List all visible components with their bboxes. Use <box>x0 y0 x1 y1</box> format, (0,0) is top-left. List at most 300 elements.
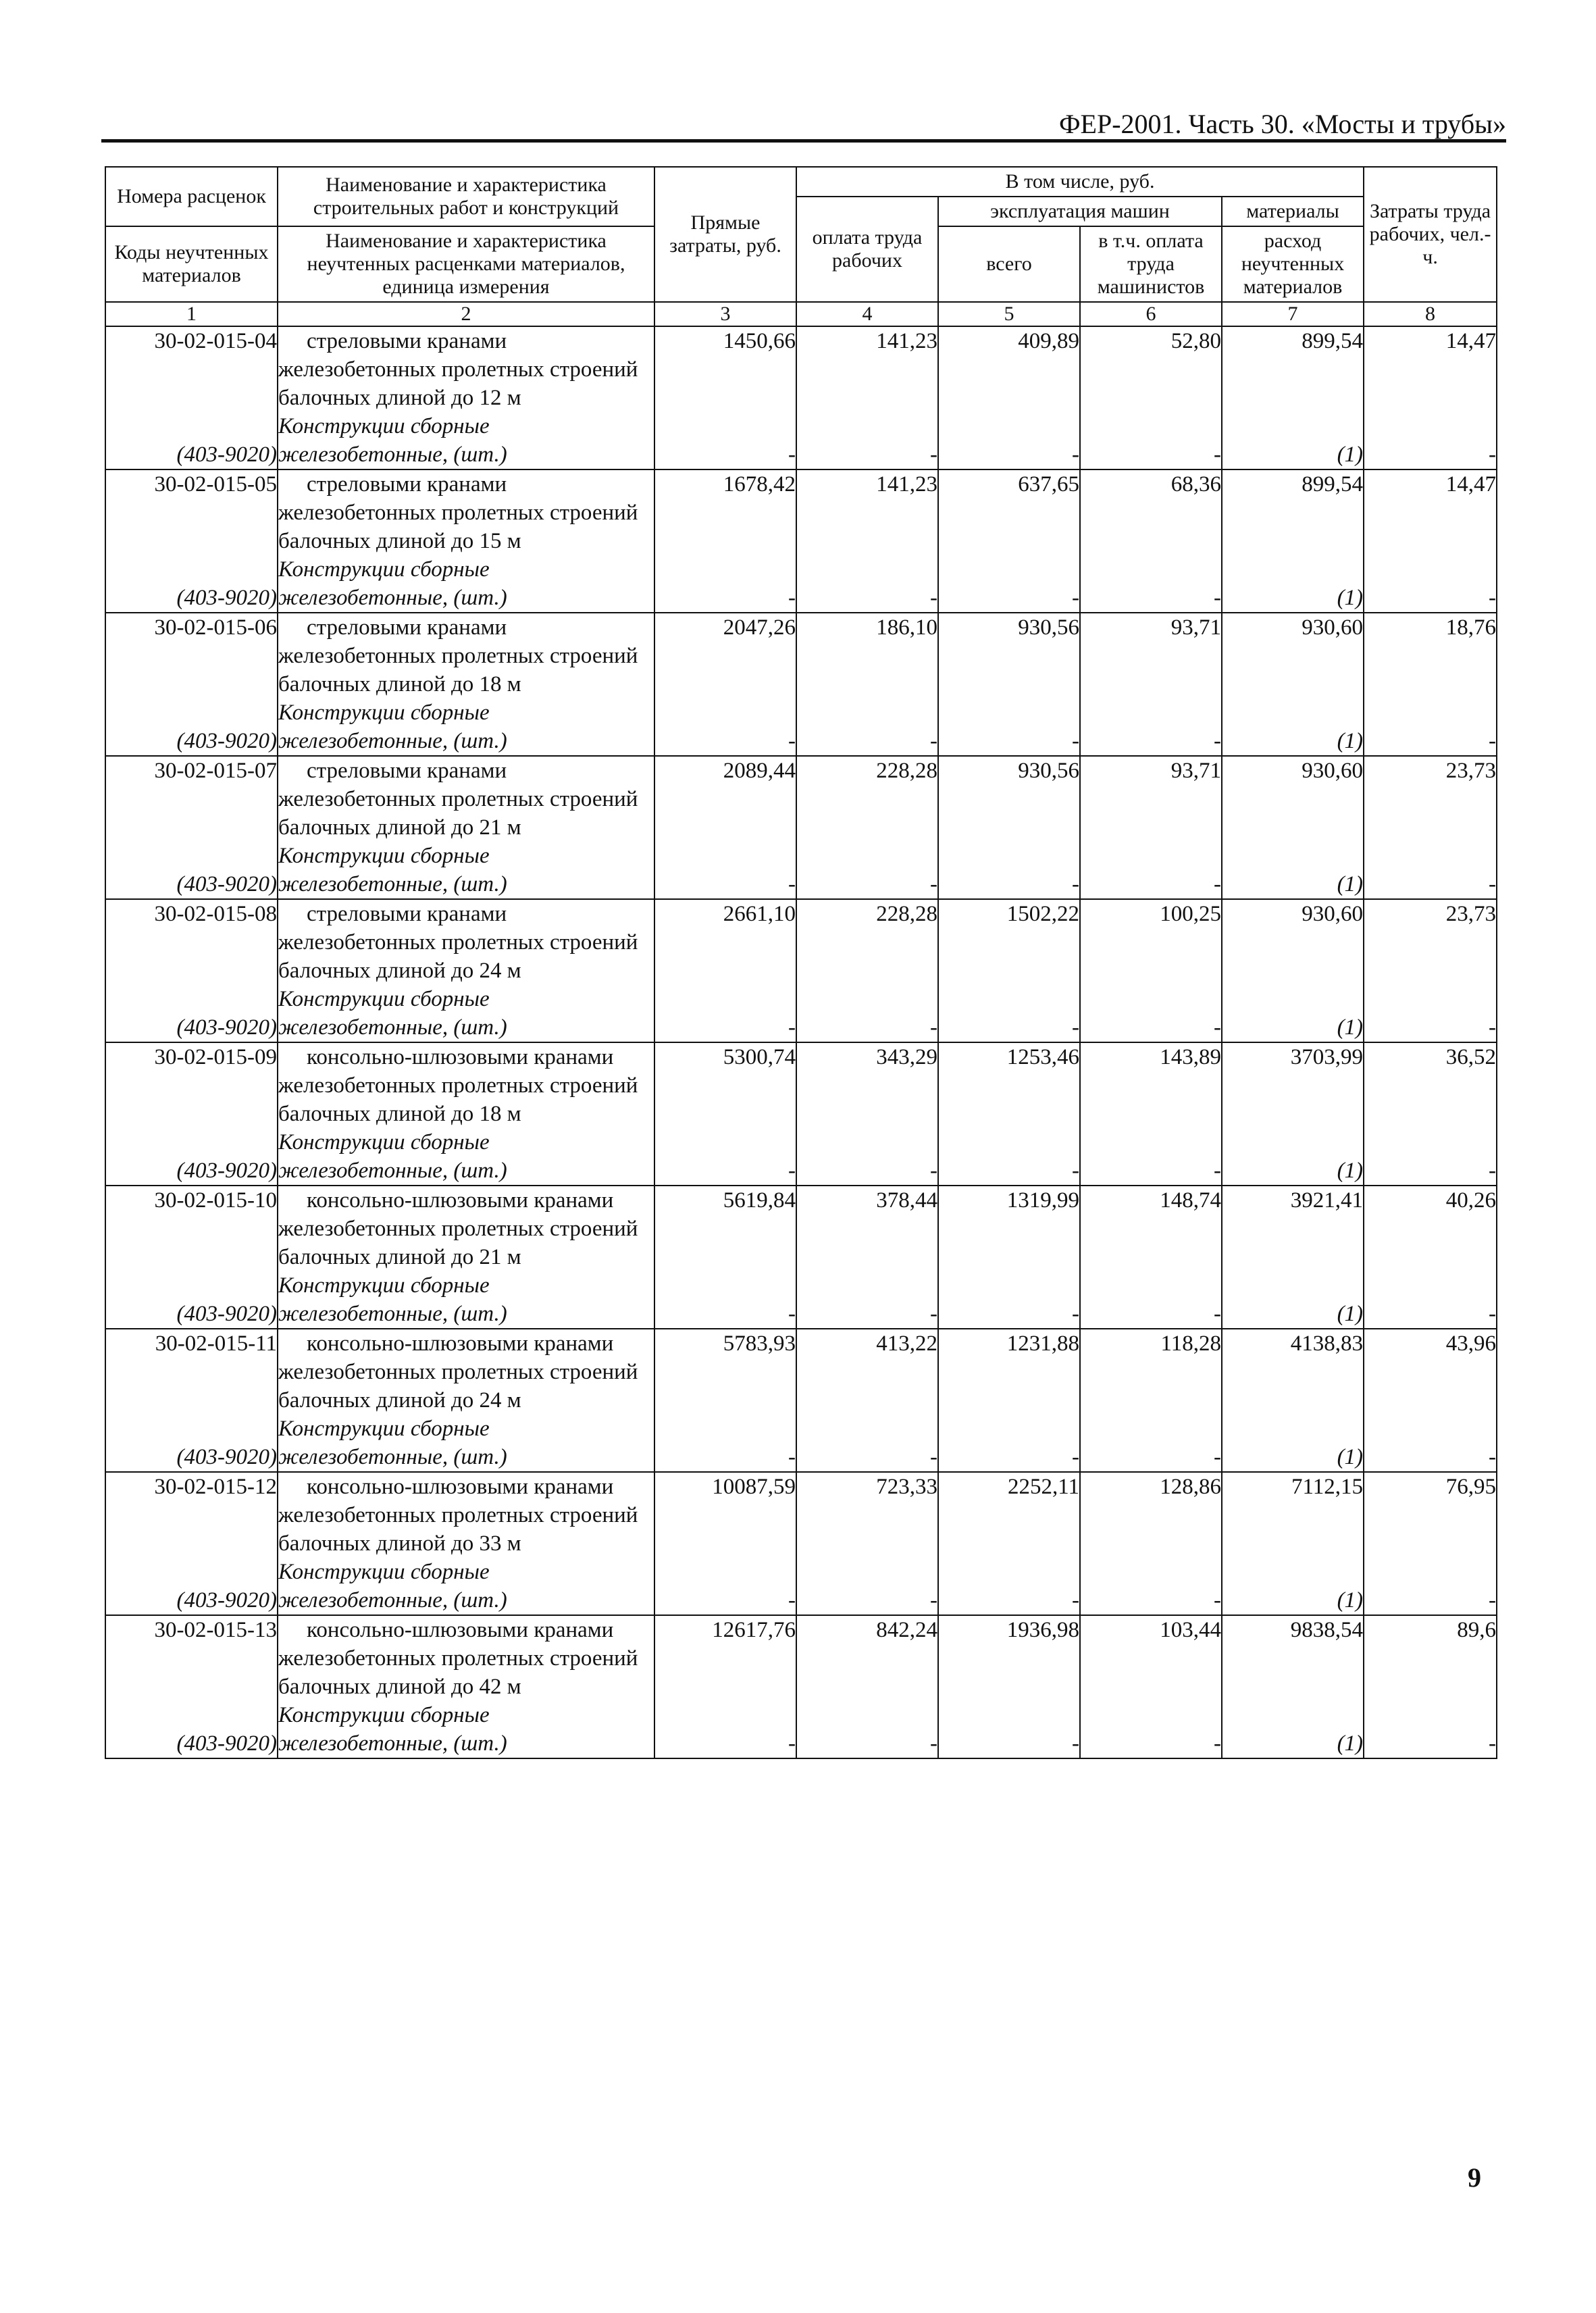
material-row-value: - <box>1072 1302 1079 1326</box>
material-row-value: - <box>1072 1588 1079 1612</box>
material-row-value: - <box>930 1159 937 1183</box>
labor-pay-value-cell <box>796 326 938 469</box>
material-row-value: - <box>788 1302 796 1326</box>
labor-pay-value-cell <box>796 1186 938 1329</box>
spacer <box>1081 1644 1221 1729</box>
spacer <box>1364 1071 1496 1156</box>
labor-hours-value-cell <box>1364 1472 1497 1615</box>
table-row <box>105 1615 1497 1758</box>
machine-total-value-cell <box>938 326 1080 469</box>
labor-hours-value-cell <box>1364 1186 1497 1329</box>
column-number: 2 <box>278 302 654 326</box>
material-row-value: - <box>1489 1015 1497 1040</box>
material-name: Конструкции сборные железобетонные, (шт.) <box>278 414 507 467</box>
spacer <box>106 1644 277 1729</box>
direct-cost-value: 2089,44 <box>723 759 796 783</box>
header-rule <box>101 139 1506 143</box>
direct-cost-value-cell <box>654 899 796 1042</box>
spacer <box>1364 499 1496 584</box>
header-material-use: расход неучтенных материалов <box>1222 226 1364 302</box>
machine-total-value: 409,89 <box>1018 329 1079 353</box>
direct-cost-value-cell <box>654 613 796 756</box>
material-row-value: (1) <box>1337 1015 1364 1040</box>
labor-hours-value: 36,52 <box>1445 1045 1497 1069</box>
rate-code: 30-02-015-10 <box>154 1188 277 1213</box>
machinist-pay-value-cell <box>1080 756 1222 899</box>
material-code: (403-9020) <box>176 586 277 610</box>
machine-total-value: 637,65 <box>1018 472 1079 497</box>
direct-cost-value-cell <box>654 1042 796 1186</box>
spacer <box>106 928 277 1013</box>
materials-value: 930,60 <box>1302 902 1364 926</box>
rate-code: 30-02-015-04 <box>154 329 277 353</box>
material-row-value: - <box>1214 442 1221 467</box>
material-row-value: - <box>1072 1445 1079 1469</box>
material-row-value: - <box>930 442 937 467</box>
rate-code: 30-02-015-12 <box>154 1475 277 1499</box>
material-row-value: - <box>788 1588 796 1612</box>
rate-code: 30-02-015-11 <box>155 1331 277 1356</box>
rate-code: 30-02-015-07 <box>154 759 277 783</box>
material-row-value: - <box>788 1015 796 1040</box>
materials-value-cell <box>1222 469 1364 613</box>
labor-pay-value: 378,44 <box>876 1188 937 1213</box>
material-row-value: - <box>930 1302 937 1326</box>
direct-cost-value-cell <box>654 1472 796 1615</box>
direct-cost-value-cell <box>654 1615 796 1758</box>
header-work-description: Наименование и характеристика строительных работ и конструкций <box>278 167 654 226</box>
materials-value-cell <box>1222 326 1364 469</box>
material-row-value: - <box>1489 1159 1497 1183</box>
material-name: Конструкции сборные железобетонные, (шт.) <box>278 1417 507 1469</box>
material-name: Конструкции сборные железобетонные, (шт.) <box>278 844 507 896</box>
table-row <box>105 469 1497 613</box>
materials-value-cell <box>1222 756 1364 899</box>
spacer <box>1364 1215 1496 1300</box>
labor-pay-value-cell <box>796 1472 938 1615</box>
labor-pay-value-cell <box>796 1042 938 1186</box>
spacer <box>106 355 277 440</box>
spacer <box>939 1644 1079 1729</box>
rate-code-cell <box>105 326 278 469</box>
work-name: консольно-шлюзовыми кранами железобетонных пролетных строений балочных длиной до 42 м <box>278 1618 638 1699</box>
machinist-pay-value: 103,44 <box>1160 1618 1221 1642</box>
machine-total-value: 2252,11 <box>1007 1475 1079 1499</box>
table-row <box>105 899 1497 1042</box>
labor-hours-value-cell <box>1364 613 1497 756</box>
rate-code-cell <box>105 1186 278 1329</box>
material-code: (403-9020) <box>176 872 277 896</box>
column-number: 6 <box>1080 302 1222 326</box>
labor-hours-value: 23,73 <box>1445 759 1497 783</box>
rate-code-cell <box>105 469 278 613</box>
labor-hours-value-cell <box>1364 1615 1497 1758</box>
spacer <box>939 642 1079 727</box>
material-row-value: - <box>1489 442 1497 467</box>
header-materials: материалы <box>1222 197 1364 226</box>
labor-pay-value-cell <box>796 1329 938 1472</box>
spacer <box>106 1501 277 1586</box>
machinist-pay-value-cell <box>1080 469 1222 613</box>
materials-value-cell <box>1222 899 1364 1042</box>
work-name-cell <box>278 469 654 613</box>
machine-total-value: 930,56 <box>1018 759 1079 783</box>
spacer <box>655 642 796 727</box>
spacer <box>1222 355 1363 440</box>
work-name: стреловыми кранами железобетонных пролетных строений балочных длиной до 15 м <box>278 472 638 553</box>
header-unaccounted-materials: Наименование и характеристика неучтенных расценками материалов, единица измерения <box>278 226 654 302</box>
column-number: 5 <box>938 302 1080 326</box>
material-row-value: (1) <box>1337 1302 1364 1326</box>
spacer <box>939 1358 1079 1443</box>
material-row-value: - <box>788 1731 796 1756</box>
spacer <box>1222 785 1363 870</box>
machinist-pay-value: 118,28 <box>1160 1331 1221 1356</box>
labor-pay-value-cell <box>796 756 938 899</box>
work-name: стреловыми кранами железобетонных пролетных строений балочных длиной до 21 м <box>278 759 638 840</box>
spacer <box>1222 499 1363 584</box>
spacer <box>655 1071 796 1156</box>
rate-code: 30-02-015-05 <box>154 472 277 497</box>
machine-total-value: 930,56 <box>1018 615 1079 640</box>
materials-value: 4138,83 <box>1290 1331 1364 1356</box>
machinist-pay-value: 93,71 <box>1170 759 1221 783</box>
table-row <box>105 756 1497 899</box>
header-machine-total: всего <box>938 226 1080 302</box>
material-code: (403-9020) <box>176 1302 277 1326</box>
spacer <box>1222 928 1363 1013</box>
material-row-value: (1) <box>1337 1445 1364 1469</box>
labor-pay-value: 186,10 <box>876 615 937 640</box>
work-name: консольно-шлюзовыми кранами железобетонных пролетных строений балочных длиной до 24 м <box>278 1331 638 1413</box>
direct-cost-value: 1678,42 <box>723 472 796 497</box>
material-row-value: (1) <box>1337 1588 1364 1612</box>
column-number: 7 <box>1222 302 1364 326</box>
spacer <box>1081 355 1221 440</box>
spacer <box>655 928 796 1013</box>
machine-total-value: 1319,99 <box>1006 1188 1079 1213</box>
material-name: Конструкции сборные железобетонные, (шт.) <box>278 1273 507 1326</box>
material-row-value: - <box>1072 1731 1079 1756</box>
labor-hours-value-cell <box>1364 1042 1497 1186</box>
labor-hours-value-cell <box>1364 326 1497 469</box>
column-number: 3 <box>654 302 796 326</box>
material-row-value: - <box>1072 1015 1079 1040</box>
machine-total-value-cell <box>938 1329 1080 1472</box>
direct-cost-value-cell <box>654 469 796 613</box>
column-number: 4 <box>796 302 938 326</box>
material-row-value: - <box>1489 586 1497 610</box>
machinist-pay-value-cell <box>1080 1329 1222 1472</box>
machine-total-value-cell <box>938 1186 1080 1329</box>
material-row-value: - <box>788 872 796 896</box>
labor-pay-value: 141,23 <box>876 472 937 497</box>
labor-hours-value: 43,96 <box>1445 1331 1497 1356</box>
labor-hours-value: 76,95 <box>1445 1475 1497 1499</box>
material-row-value: - <box>1072 872 1079 896</box>
materials-value: 899,54 <box>1302 329 1364 353</box>
spacer <box>939 499 1079 584</box>
material-row-value: - <box>788 442 796 467</box>
spacer <box>939 1501 1079 1586</box>
spacer <box>1364 928 1496 1013</box>
machinist-pay-value-cell <box>1080 899 1222 1042</box>
spacer <box>1364 785 1496 870</box>
material-row-value: - <box>1214 586 1221 610</box>
rate-code-cell <box>105 613 278 756</box>
materials-value-cell <box>1222 613 1364 756</box>
spacer <box>939 1071 1079 1156</box>
materials-value: 7112,15 <box>1291 1475 1364 1499</box>
materials-value: 3921,41 <box>1290 1188 1364 1213</box>
labor-hours-value-cell <box>1364 756 1497 899</box>
machinist-pay-value: 100,25 <box>1160 902 1221 926</box>
work-name-cell <box>278 613 654 756</box>
direct-cost-value: 1450,66 <box>723 329 796 353</box>
direct-cost-value: 12617,76 <box>712 1618 796 1642</box>
spacer <box>106 642 277 727</box>
machinist-pay-value: 143,89 <box>1160 1045 1221 1069</box>
machine-total-value-cell <box>938 469 1080 613</box>
machine-total-value-cell <box>938 756 1080 899</box>
rate-code-cell <box>105 1329 278 1472</box>
column-number: 8 <box>1364 302 1497 326</box>
machinist-pay-value: 128,86 <box>1160 1475 1221 1499</box>
spacer <box>655 1358 796 1443</box>
material-name: Конструкции сборные железобетонные, (шт.) <box>278 1703 507 1756</box>
spacer <box>797 499 937 584</box>
spacer <box>655 355 796 440</box>
spacer <box>1222 1358 1363 1443</box>
machinist-pay-value-cell <box>1080 613 1222 756</box>
machinist-pay-value: 52,80 <box>1170 329 1221 353</box>
material-name: Конструкции сборные железобетонные, (шт.) <box>278 557 507 610</box>
spacer <box>939 355 1079 440</box>
work-name-cell <box>278 1472 654 1615</box>
material-code: (403-9020) <box>176 1159 277 1183</box>
spacer <box>1081 1215 1221 1300</box>
material-row-value: - <box>1214 1302 1221 1326</box>
table-header <box>105 167 1497 326</box>
materials-value-cell <box>1222 1615 1364 1758</box>
material-row-value: - <box>1072 442 1079 467</box>
material-row-value: - <box>930 1588 937 1612</box>
spacer <box>106 1071 277 1156</box>
spacer <box>106 785 277 870</box>
work-name: консольно-шлюзовыми кранами железобетонных пролетных строений балочных длиной до 33 м <box>278 1475 638 1556</box>
header-labor-pay: оплата труда рабочих <box>796 197 938 302</box>
spacer <box>1081 928 1221 1013</box>
spacer <box>939 1215 1079 1300</box>
material-code: (403-9020) <box>176 1731 277 1756</box>
work-name-cell <box>278 1329 654 1472</box>
rate-code-cell <box>105 756 278 899</box>
work-name-cell <box>278 326 654 469</box>
labor-pay-value: 228,28 <box>876 902 937 926</box>
material-row-value: - <box>788 586 796 610</box>
material-row-value: - <box>1214 1445 1221 1469</box>
direct-cost-value-cell <box>654 326 796 469</box>
material-row-value: - <box>788 729 796 753</box>
material-row-value: - <box>1214 1159 1221 1183</box>
spacer <box>1222 642 1363 727</box>
spacer <box>797 1071 937 1156</box>
material-row-value: - <box>1072 1159 1079 1183</box>
rates-table <box>105 166 1497 1759</box>
materials-value: 9838,54 <box>1290 1618 1364 1642</box>
material-row-value: - <box>1214 729 1221 753</box>
machinist-pay-value-cell <box>1080 1042 1222 1186</box>
material-row-value: (1) <box>1337 872 1364 896</box>
material-code: (403-9020) <box>176 1015 277 1040</box>
material-name: Конструкции сборные железобетонные, (шт.) <box>278 1130 507 1183</box>
spacer <box>655 785 796 870</box>
labor-pay-value-cell <box>796 1615 938 1758</box>
table-row <box>105 613 1497 756</box>
labor-pay-value: 842,24 <box>876 1618 937 1642</box>
machinist-pay-value-cell <box>1080 326 1222 469</box>
table-row <box>105 1042 1497 1186</box>
material-row-value: - <box>1489 729 1497 753</box>
spacer <box>1364 1501 1496 1586</box>
materials-value: 930,60 <box>1302 759 1364 783</box>
machinist-pay-value-cell <box>1080 1472 1222 1615</box>
direct-cost-value: 5300,74 <box>723 1045 796 1069</box>
machine-total-value-cell <box>938 1472 1080 1615</box>
direct-cost-value-cell <box>654 1186 796 1329</box>
materials-value-cell <box>1222 1472 1364 1615</box>
spacer <box>106 499 277 584</box>
materials-value-cell <box>1222 1186 1364 1329</box>
material-row-value: - <box>930 586 937 610</box>
spacer <box>1081 1071 1221 1156</box>
material-row-value: (1) <box>1337 586 1364 610</box>
table-row <box>105 1186 1497 1329</box>
spacer <box>1222 1071 1363 1156</box>
spacer <box>655 499 796 584</box>
spacer <box>797 785 937 870</box>
labor-pay-value-cell <box>796 469 938 613</box>
spacer <box>797 1501 937 1586</box>
spacer <box>1081 1358 1221 1443</box>
labor-pay-value: 723,33 <box>876 1475 937 1499</box>
machine-total-value: 1231,88 <box>1006 1331 1079 1356</box>
materials-value: 899,54 <box>1302 472 1364 497</box>
material-row-value: - <box>788 1445 796 1469</box>
direct-cost-value-cell <box>654 1329 796 1472</box>
material-name: Конструкции сборные железобетонные, (шт.) <box>278 701 507 753</box>
direct-cost-value-cell <box>654 756 796 899</box>
spacer <box>1222 1215 1363 1300</box>
direct-cost-value: 5783,93 <box>723 1331 796 1356</box>
labor-pay-value: 413,22 <box>876 1331 937 1356</box>
labor-hours-value: 40,26 <box>1445 1188 1497 1213</box>
materials-value-cell <box>1222 1042 1364 1186</box>
spacer <box>1081 1501 1221 1586</box>
spacer <box>797 1644 937 1729</box>
direct-cost-value: 2047,26 <box>723 615 796 640</box>
spacer <box>1222 1644 1363 1729</box>
material-row-value: - <box>1489 872 1497 896</box>
material-row-value: - <box>1214 1731 1221 1756</box>
material-row-value: - <box>1214 1015 1221 1040</box>
labor-pay-value: 228,28 <box>876 759 937 783</box>
spacer <box>939 785 1079 870</box>
header-machine-operation: эксплуатация машин <box>938 197 1222 226</box>
spacer <box>1081 785 1221 870</box>
spacer <box>1081 499 1221 584</box>
material-code: (403-9020) <box>176 1445 277 1469</box>
labor-hours-value: 23,73 <box>1445 902 1497 926</box>
machine-total-value: 1936,98 <box>1006 1618 1079 1642</box>
labor-pay-value-cell <box>796 899 938 1042</box>
spacer <box>797 1358 937 1443</box>
spacer <box>1364 1358 1496 1443</box>
rate-code-cell <box>105 1615 278 1758</box>
material-row-value: - <box>1489 1731 1497 1756</box>
material-row-value: - <box>930 1015 937 1040</box>
spacer <box>797 928 937 1013</box>
machine-total-value-cell <box>938 1042 1080 1186</box>
header-labor-cost: Затраты труда рабочих, чел.-ч. <box>1364 167 1497 302</box>
direct-cost-value: 5619,84 <box>723 1188 796 1213</box>
rate-code: 30-02-015-08 <box>154 902 277 926</box>
machinist-pay-value: 148,74 <box>1160 1188 1221 1213</box>
materials-value: 3703,99 <box>1290 1045 1364 1069</box>
spacer <box>655 1215 796 1300</box>
work-name-cell <box>278 1042 654 1186</box>
machinist-pay-value: 93,71 <box>1170 615 1221 640</box>
spacer <box>797 355 937 440</box>
column-number: 1 <box>105 302 278 326</box>
spacer <box>939 928 1079 1013</box>
material-name: Конструкции сборные железобетонные, (шт.) <box>278 1560 507 1612</box>
column-numbers-row <box>105 302 1497 326</box>
material-row-value: (1) <box>1337 1159 1364 1183</box>
materials-value-cell <box>1222 1329 1364 1472</box>
rate-code: 30-02-015-06 <box>154 615 277 640</box>
material-code: (403-9020) <box>176 442 277 467</box>
header-machinist-pay: в т.ч. оплата труда машинистов <box>1080 226 1222 302</box>
material-row-value: - <box>1214 1588 1221 1612</box>
table-row <box>105 326 1497 469</box>
work-name-cell <box>278 1186 654 1329</box>
running-header: ФЕР-2001. Часть 30. «Мосты и трубы» <box>1058 109 1506 139</box>
spacer <box>1364 1644 1496 1729</box>
machine-total-value: 1502,22 <box>1006 902 1079 926</box>
material-row-value: - <box>1072 586 1079 610</box>
labor-pay-value: 343,29 <box>876 1045 937 1069</box>
material-row-value: (1) <box>1337 729 1364 753</box>
machine-total-value-cell <box>938 613 1080 756</box>
material-row-value: - <box>930 1731 937 1756</box>
material-row-value: - <box>1489 1445 1497 1469</box>
table-row <box>105 1472 1497 1615</box>
spacer <box>106 1358 277 1443</box>
material-row-value: - <box>1489 1588 1497 1612</box>
spacer <box>1364 642 1496 727</box>
spacer <box>106 1215 277 1300</box>
direct-cost-value: 10087,59 <box>712 1475 796 1499</box>
material-row-value: (1) <box>1337 442 1364 467</box>
material-row-value: (1) <box>1337 1731 1364 1756</box>
table-row <box>105 1329 1497 1472</box>
materials-value: 930,60 <box>1302 615 1364 640</box>
spacer <box>797 642 937 727</box>
material-row-value: - <box>930 872 937 896</box>
rate-code-cell <box>105 1472 278 1615</box>
material-code: (403-9020) <box>176 1588 277 1612</box>
